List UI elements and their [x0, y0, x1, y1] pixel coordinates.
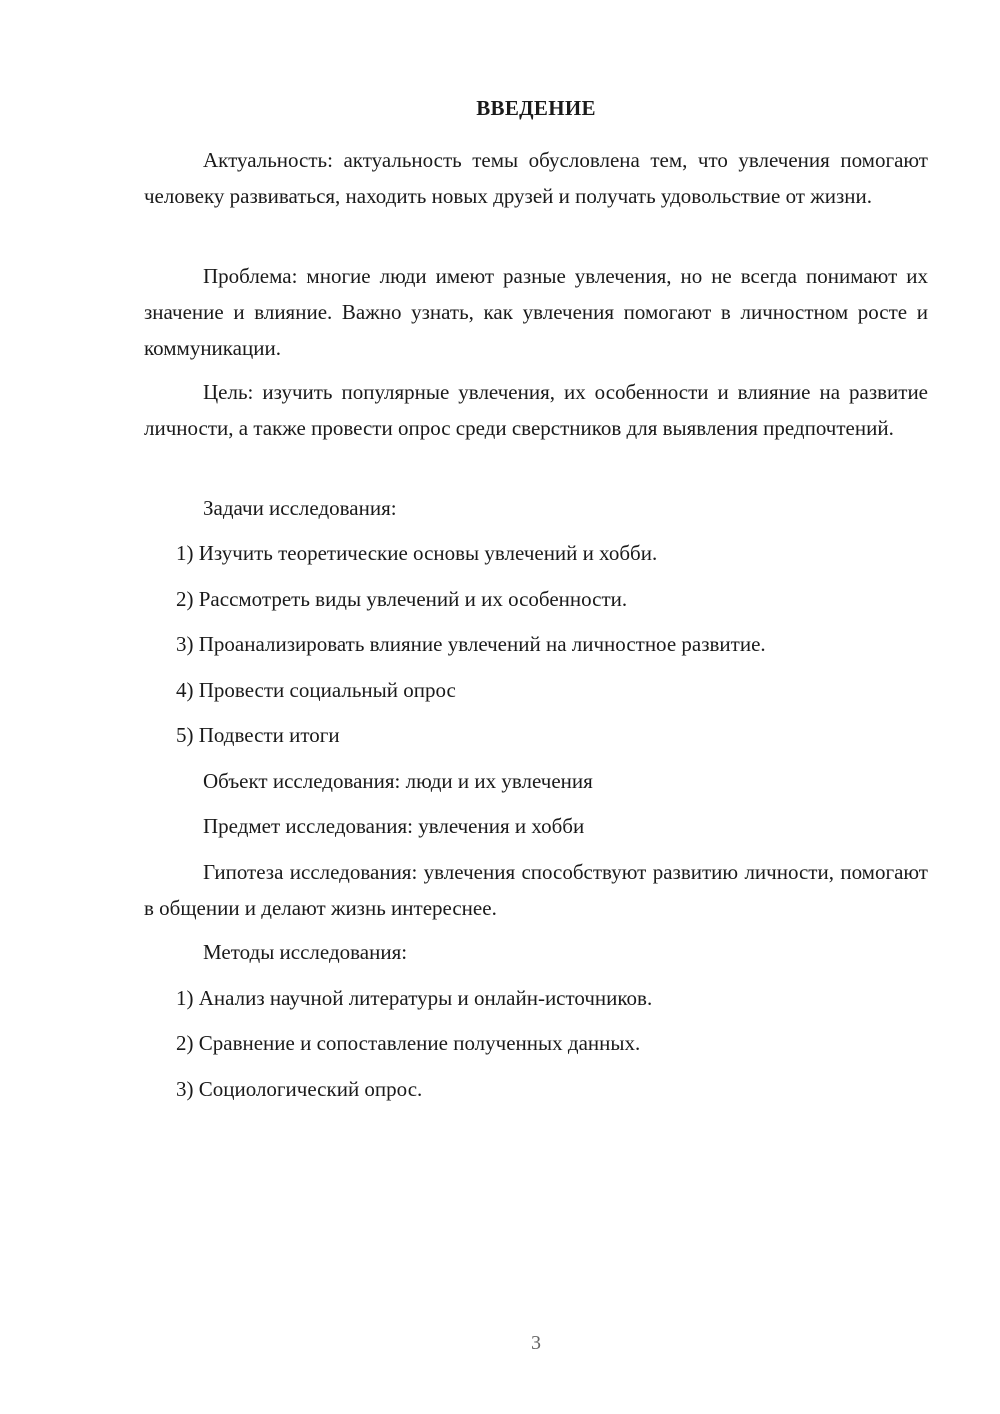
task-item-4: 4) Провести социальный опрос	[176, 678, 456, 702]
task-item-5: 5) Подвести итоги	[176, 723, 340, 747]
paragraph-subject: Предмет исследования: увлечения и хобби	[203, 814, 585, 838]
paragraph-goal: Цель: изучить популярные увлечения, их особенности и влияние на развитие личности, а также провести опрос среди сверстников для выявления предпочтений.	[144, 380, 928, 440]
paragraph-relevance: Актуальность: актуальность темы обусловлена тем, что увлечения помогают человеку развиваться, находить новых друзей и получать удовольствие от жизни.	[144, 148, 928, 208]
task-item-1: 1) Изучить теоретические основы увлечений и хобби.	[176, 541, 658, 565]
section-title: ВВЕДЕНИЕ	[476, 96, 596, 120]
tasks-heading: Задачи исследования:	[203, 496, 397, 520]
method-item-1: 1) Анализ научной литературы и онлайн-источников.	[176, 986, 653, 1010]
method-item-2: 2) Сравнение и сопоставление полученных данных.	[176, 1031, 641, 1055]
task-item-2: 2) Рассмотреть виды увлечений и их особенности.	[176, 587, 628, 611]
page-number: 3	[531, 1332, 541, 1354]
method-item-3: 3) Социологический опрос.	[176, 1077, 423, 1101]
task-item-3: 3) Проанализировать влияние увлечений на личностное развитие.	[176, 632, 766, 656]
methods-heading: Методы исследования:	[203, 940, 408, 964]
paragraph-problem: Проблема: многие люди имеют разные увлечения, но не всегда понимают их значение и влияние. Важно узнать, как увлечения помогают в личностном росте и коммуникации.	[144, 264, 928, 360]
paragraph-object: Объект исследования: люди и их увлечения	[203, 769, 593, 793]
paragraph-hypothesis: Гипотеза исследования: увлечения способствуют развитию личности, помогают в общении и делают жизнь интереснее.	[144, 860, 928, 920]
